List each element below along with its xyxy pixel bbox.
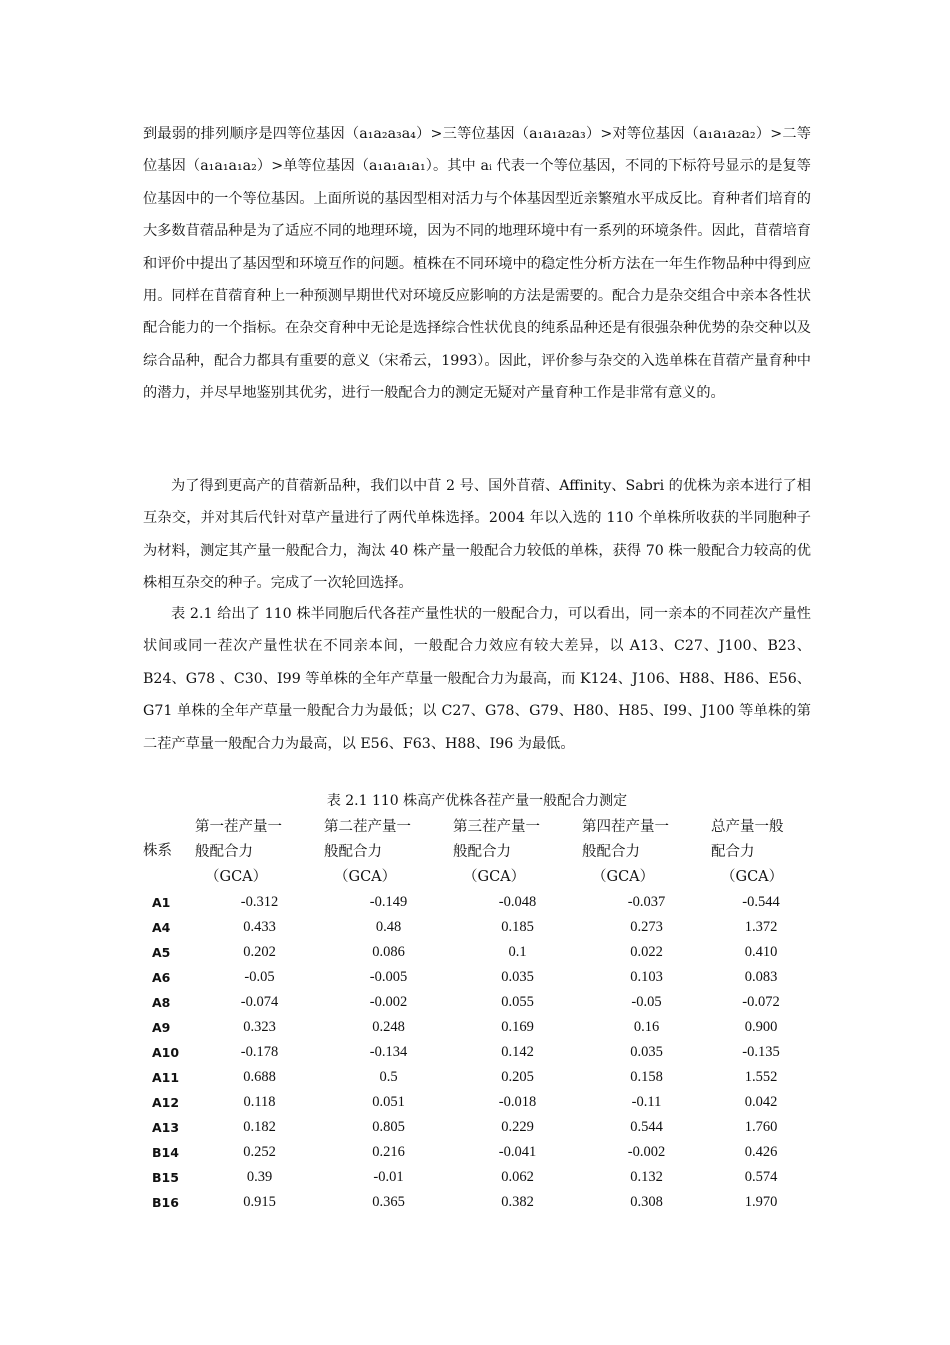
table-row bbox=[143, 965, 811, 990]
cell-cut2-gca: 0.248 bbox=[372, 1019, 405, 1035]
table-row bbox=[143, 1015, 811, 1040]
cell-cut3-gca: -0.018 bbox=[498, 1094, 537, 1110]
cell-cut1-gca: 0.433 bbox=[243, 919, 276, 935]
table-header bbox=[143, 813, 811, 890]
cell-strain-id: A9 bbox=[152, 1020, 171, 1035]
header-cut2-line2: 般配合力 bbox=[324, 844, 382, 860]
cell-cut2-gca: 0.216 bbox=[372, 1144, 405, 1160]
cell-cut3-gca: -0.041 bbox=[498, 1144, 537, 1160]
cell-cut4-gca: 0.158 bbox=[630, 1069, 663, 1085]
cell-cut3-gca: 0.062 bbox=[501, 1169, 534, 1185]
header-cut1-line1: 第一茬产量一 bbox=[195, 819, 282, 835]
cell-cut1-gca: 0.915 bbox=[243, 1194, 276, 1210]
cell-cut4-gca: -0.037 bbox=[627, 894, 666, 910]
cell-cut3-gca: 0.205 bbox=[501, 1069, 534, 1085]
cell-cut1-gca: 0.182 bbox=[243, 1119, 276, 1135]
cell-cut3-gca: 0.169 bbox=[501, 1019, 534, 1035]
header-strain: 株系 bbox=[143, 843, 172, 859]
paragraph-allele-ranking bbox=[143, 118, 811, 410]
cell-cut3-gca: 0.055 bbox=[501, 994, 534, 1010]
cell-strain-id: A8 bbox=[152, 995, 171, 1010]
cell-strain-id: A6 bbox=[152, 970, 171, 985]
cell-total-gca: -0.544 bbox=[742, 894, 780, 910]
cell-cut2-gca: 0.051 bbox=[372, 1094, 405, 1110]
paragraph-table-summary bbox=[143, 598, 811, 760]
header-cut3-gca: （GCA） bbox=[463, 869, 526, 885]
header-cut2-gca: （GCA） bbox=[334, 869, 397, 885]
cell-total-gca: 0.042 bbox=[744, 1094, 778, 1110]
header-cut1-gca: （GCA） bbox=[205, 869, 268, 885]
header-cut4-line2: 般配合力 bbox=[582, 844, 640, 860]
cell-cut4-gca: 0.022 bbox=[630, 944, 663, 960]
table-row bbox=[143, 1190, 811, 1215]
cell-cut2-gca: -0.002 bbox=[369, 994, 408, 1010]
header-cut4-gca: （GCA） bbox=[592, 869, 655, 885]
paragraph-text: 为了得到更高产的苜蓿新品种，我们以中苜 2 号、国外苜蓿、Affinity、Sabri 的优株为亲本进行了相互杂交，并对其后代针对草产量进行了两代单株选择。2004 年以入选的 110 个单株所收获的半同胞种子为材料，测定其产量一般配合力，淘汰 40 株产量一般配合力较低的单株，获得 70 株一般配合力较高的优株相互杂交的种子。完成了一次轮回选择。 bbox=[143, 478, 811, 592]
cell-total-gca: 0.083 bbox=[744, 969, 778, 985]
table-body bbox=[143, 890, 811, 1215]
header-cut4-line1: 第四茬产量一 bbox=[582, 819, 669, 835]
table-row bbox=[143, 1165, 811, 1190]
cell-strain-id: B14 bbox=[152, 1145, 179, 1160]
cell-cut4-gca: 0.16 bbox=[633, 1019, 660, 1035]
cell-cut4-gca: -0.05 bbox=[631, 994, 662, 1010]
cell-strain-id: A1 bbox=[152, 895, 171, 910]
table-caption: 表 2.1 110 株高产优株各茬产量一般配合力测定 bbox=[326, 793, 628, 809]
header-cut3-line2: 般配合力 bbox=[453, 844, 511, 860]
cell-cut2-gca: -0.005 bbox=[369, 969, 408, 985]
paragraph-text: 表 2.1 给出了 110 株半同胞后代各茬产量性状的一般配合力，可以看出，同一亲本的不同茬次产量性状间或同一茬次产量性状在不同亲本间，一般配合力效应有较大差异，以 A13、C27、J100、B23、B24、G78 、C30、I99 等单株的全年产草量一般配合力为最高，而 K124、J106、H88、H86、E56、G71 单株的全年产草量一般配合力为最低；以 C27、G78、G79、H80、H85、I99、J100 等单株的第二茬产草量一般配合力为最高，以 E56、F63、H88、I96 为最低。 bbox=[143, 606, 811, 752]
cell-cut3-gca: 0.185 bbox=[501, 919, 534, 935]
cell-cut3-gca: 0.035 bbox=[501, 969, 534, 985]
cell-cut1-gca: 0.202 bbox=[243, 944, 276, 960]
cell-strain-id: A13 bbox=[152, 1120, 180, 1135]
header-total-line2: 配合力 bbox=[711, 844, 755, 860]
table-row bbox=[143, 1090, 811, 1115]
cell-total-gca: -0.072 bbox=[742, 994, 780, 1010]
table-row bbox=[143, 915, 811, 940]
cell-cut4-gca: -0.002 bbox=[627, 1144, 666, 1160]
header-cut3 bbox=[453, 813, 582, 890]
cell-cut3-gca: 0.229 bbox=[501, 1119, 534, 1135]
header-cut1-line2: 般配合力 bbox=[195, 844, 253, 860]
cell-cut2-gca: -0.01 bbox=[373, 1169, 404, 1185]
cell-strain-id: A5 bbox=[152, 945, 171, 960]
cell-cut3-gca: -0.048 bbox=[498, 894, 537, 910]
cell-cut2-gca: 0.5 bbox=[379, 1069, 398, 1085]
header-cut4 bbox=[582, 813, 711, 890]
cell-total-gca: 0.900 bbox=[744, 1019, 778, 1035]
paragraph-text: 到最弱的排列顺序是四等位基因（a₁a₂a₃a₄）>三等位基因（a₁a₁a₂a₃）>对等位基因（a₁a₁a₂a₂）>二等位基因（a₁a₁a₁a₂）>单等位基因（a₁a₁a₁a₁）。其中 aᵢ 代表一个等位基因，不同的下标符号显示的是复等位基因中的一个等位基因。上面所说的基因型相对活力与个体基因型近亲繁殖水平成反比。育种者们培育的大多数苜蓿品种是为了适应不同的地理环境，因为不同的地理环境中有一系列的环境条件。因此，苜蓿培育和评价中提出了基因型和环境互作的问题。植株在不同环境中的稳定性分析方法在一年生作物品种中得到应用。同样在苜蓿育种上一种预测早期世代对环境反应影响的方法是需要的。配合力是杂交组合中亲本各性状配合能力的一个指标。在杂交育种中无论是选择综合性状优良的纯系品种还是有很强杂种优势的杂交种以及综合品种，配合力都具有重要的意义（宋希云，1993）。因此，评价参与杂交的入选单株在苜蓿产量育种中的潜力，并尽早地鉴别其优劣，进行一般配合力的测定无疑对产量育种工作是非常有意义的。 bbox=[143, 126, 811, 402]
paragraph-breeding-method bbox=[143, 470, 811, 600]
cell-cut4-gca: -0.11 bbox=[631, 1094, 662, 1110]
header-row bbox=[143, 813, 811, 890]
cell-cut1-gca: 0.39 bbox=[246, 1169, 273, 1185]
cell-strain-id: A10 bbox=[152, 1045, 180, 1060]
cell-cut2-gca: 0.086 bbox=[372, 944, 405, 960]
cell-cut2-gca: 0.48 bbox=[375, 919, 402, 935]
table-row bbox=[143, 1140, 811, 1165]
header-cut2-line1: 第二茬产量一 bbox=[324, 819, 411, 835]
gca-table bbox=[143, 813, 811, 1215]
header-cut1 bbox=[195, 813, 324, 890]
cell-total-gca: 1.760 bbox=[744, 1119, 778, 1135]
header-total-gca: （GCA） bbox=[721, 869, 784, 885]
table-row bbox=[143, 1065, 811, 1090]
cell-cut1-gca: -0.178 bbox=[240, 1044, 279, 1060]
cell-cut4-gca: 0.273 bbox=[630, 919, 663, 935]
cell-cut4-gca: 0.035 bbox=[630, 1044, 663, 1060]
cell-strain-id: B16 bbox=[152, 1195, 179, 1210]
cell-cut2-gca: -0.149 bbox=[369, 894, 408, 910]
cell-total-gca: 1.552 bbox=[744, 1069, 778, 1085]
cell-total-gca: 0.410 bbox=[744, 944, 778, 960]
cell-cut1-gca: 0.252 bbox=[243, 1144, 276, 1160]
cell-cut1-gca: -0.05 bbox=[244, 969, 275, 985]
cell-total-gca: 0.426 bbox=[744, 1144, 778, 1160]
cell-cut1-gca: 0.688 bbox=[243, 1069, 276, 1085]
cell-cut4-gca: 0.308 bbox=[630, 1194, 663, 1210]
cell-total-gca: 0.574 bbox=[744, 1169, 778, 1185]
cell-total-gca: 1.372 bbox=[744, 919, 778, 935]
cell-total-gca: 1.970 bbox=[744, 1194, 778, 1210]
header-cut3-line1: 第三茬产量一 bbox=[453, 819, 540, 835]
cell-cut4-gca: 0.544 bbox=[630, 1119, 663, 1135]
cell-cut1-gca: -0.312 bbox=[240, 894, 279, 910]
table-row bbox=[143, 890, 811, 915]
cell-cut2-gca: 0.805 bbox=[372, 1119, 405, 1135]
cell-strain-id: A4 bbox=[152, 920, 171, 935]
header-total bbox=[711, 813, 811, 890]
cell-cut1-gca: 0.323 bbox=[243, 1019, 276, 1035]
table-row bbox=[143, 1115, 811, 1140]
cell-cut4-gca: 0.132 bbox=[630, 1169, 663, 1185]
cell-cut2-gca: 0.365 bbox=[372, 1194, 405, 1210]
table-row bbox=[143, 990, 811, 1015]
cell-total-gca: -0.135 bbox=[742, 1044, 780, 1060]
table-row bbox=[143, 940, 811, 965]
cell-cut4-gca: 0.103 bbox=[630, 969, 663, 985]
cell-cut1-gca: 0.118 bbox=[243, 1094, 276, 1110]
cell-cut2-gca: -0.134 bbox=[369, 1044, 408, 1060]
cell-cut1-gca: -0.074 bbox=[240, 994, 279, 1010]
table-row bbox=[143, 1040, 811, 1065]
header-cut2 bbox=[324, 813, 453, 890]
cell-cut3-gca: 0.1 bbox=[508, 944, 527, 960]
cell-strain-id: B15 bbox=[152, 1170, 179, 1185]
cell-strain-id: A12 bbox=[152, 1095, 180, 1110]
cell-strain-id: A11 bbox=[152, 1070, 180, 1085]
header-total-line1: 总产量一般 bbox=[711, 819, 784, 835]
cell-cut3-gca: 0.382 bbox=[501, 1194, 534, 1210]
cell-cut3-gca: 0.142 bbox=[501, 1044, 534, 1060]
